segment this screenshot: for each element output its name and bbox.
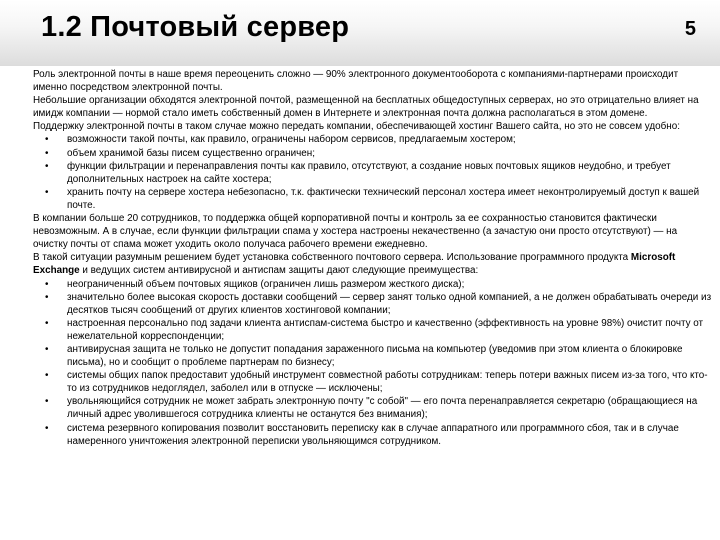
paragraph-large-company: В компании больше 20 сотрудников, то поддержка общей корпоративной почты и контроль за ее сохранностью становится фактически невозможным. А в случае, если функции фильтрации спама у хостера настроены некачественно (а зачастую они просто отсутствуют) — на очистку почты от спама может уходить около получаса рабочего времени ежедневно. [33, 213, 678, 251]
hosting-drawbacks-list [33, 133, 713, 212]
list-item: • хранить почту на сервере хостера небезопасно, т.к. фактически технический персонал хостера имеет неконтролируемый доступ к вашей почте. [45, 186, 700, 211]
list-item: • увольняющийся сотрудник не может забрать электронную почту "с собой" — его почта перенаправляется секретарю (обращающиеся на личный адрес уволившегося сотрудника клиенты не останутся без внимания); [45, 396, 698, 421]
paragraph-intro: Роль электронной почты в наше время переоценить сложно — 90% электронного документооборота с компаниями-партнерами происходит именно посредством электронной почты. [33, 69, 679, 94]
benefits-list [33, 278, 713, 448]
bullet-icon: • [45, 291, 49, 303]
list-item: • неограниченный объем почтовых ящиков (ограничен лишь размером жесткого диска); [45, 278, 465, 290]
list-item: • антивирусная защита не только не допустит попадания зараженного письма на компьютер (уведомив при этом клиента о блокировке письма), но и сообщит о проблеме партнерам по бизнесу; [45, 343, 683, 369]
slide-title: 1.2 Почтовый сервер [41, 11, 350, 43]
list-item: • возможности такой почты, как правило, ограничены набором сервисов, предлагаемым хостером; [45, 134, 516, 146]
bullet-icon: • [45, 317, 49, 329]
list-item: • значительно более высокая скорость доставки сообщений — сервер занят только одной компанией, а не должен обрабатывать очереди из десятков тысяч сообщений от других клиентов хостинговой компании; [45, 291, 712, 316]
list-item: • системы общих папок предоставит удобный инструмент совместной работы сотрудникам: теперь потери важных писем из-за того, что кто-то из сотрудников недоглядел, заболел или в отпуске — исключены; [45, 370, 708, 395]
list-item: • функции фильтрации и перенаправления почты как правило, отсутствуют, а создание новых почтовых ящиков неудобно, и требует дополнительных настроек на сайте хостера; [45, 160, 671, 185]
bullet-icon: • [45, 370, 49, 382]
bullet-icon: • [45, 396, 49, 408]
paragraph-solution: В такой ситуации разумным решением будет установка собственного почтового сервера. Использование программного продукта Microsoft Exchange и ведущих систем антивирусной и антиспам защиты дают следующие преимущества: [33, 252, 676, 277]
paragraph-small-orgs: Небольшие организации обходятся электронной почтой, размещенной на бесплатных общедоступных серверах, но это отрицательно влияет на имидж компании — нормой стало иметь собственный домен в Интернете и электронная почта должна располагаться в этом домене. [33, 95, 699, 120]
list-item: • система резервного копирования позволит восстановить переписку как в случае аппаратного или программного сбоя, так и в случае намеренного уничтожения электронной переписки увольняющимся сотрудником. [45, 422, 679, 447]
page-number: 5 [684, 18, 696, 40]
bullet-icon: • [45, 147, 49, 159]
bullet-icon: • [45, 160, 49, 172]
slide-body [33, 68, 713, 448]
slide-header [0, 0, 720, 66]
list-item: • объем хранимой базы писем существенно ограничен; [45, 147, 315, 159]
list-item: • настроенная персонально под задачи клиента антиспам-система быстро и качественно (эффективность на уровне 98%) очистит почту от нежелательной корреспонденции; [45, 317, 704, 342]
bullet-icon: • [45, 134, 49, 146]
product-name: Microsoft Exchange [33, 252, 676, 277]
bullet-icon: • [45, 278, 49, 290]
bullet-icon: • [45, 343, 49, 355]
paragraph-hosting: Поддержку электронной почты в таком случае можно передать компании, обеспечивающей хостинг Вашего сайта, но это не совсем удобно: [33, 121, 680, 133]
bullet-icon: • [45, 186, 49, 198]
bullet-icon: • [45, 422, 49, 434]
